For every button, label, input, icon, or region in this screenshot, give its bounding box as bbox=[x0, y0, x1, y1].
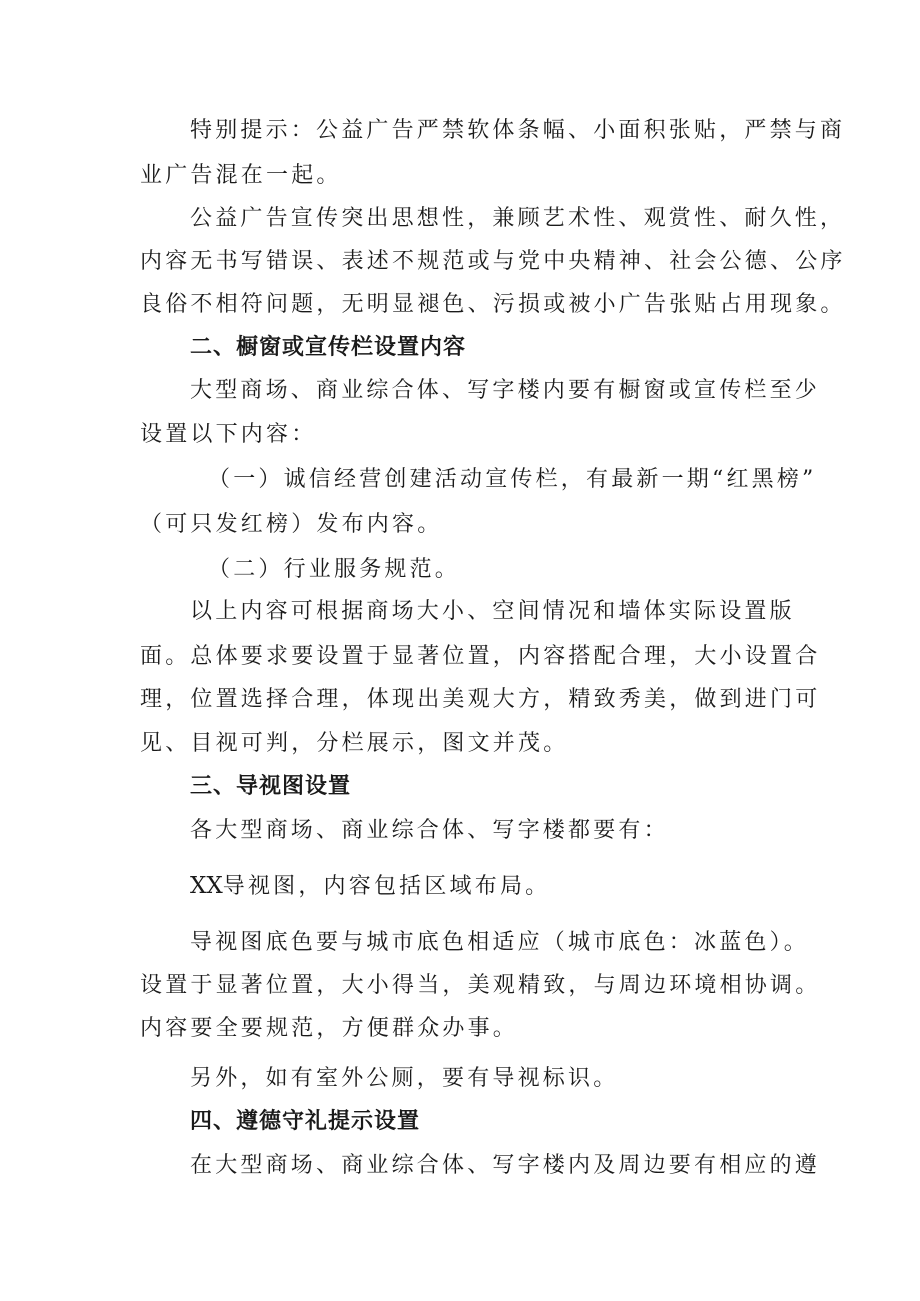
section-2-body-line-1: 以上内容可根据商场大小、空间情况和墙体实际设置版 bbox=[190, 599, 795, 624]
section-3-color-line-2: 设置于显著位置，大小得当，美观精致，与周边环境相协调。 bbox=[140, 973, 821, 998]
section-2-body-line-3: 理，位置选择合理，体现出美观大方，精致秀美，做到进门可 bbox=[140, 687, 821, 712]
section-2-body-line-2: 面。总体要求要设置于显著位置，内容搭配合理，大小设置合 bbox=[140, 644, 821, 669]
xx-placeholder: XX bbox=[190, 873, 223, 899]
xx-line-rest: 导视图，内容包括区域布局。 bbox=[222, 874, 551, 899]
section-2-item-1-line-1: （一）诚信经营创建活动宣传栏，有最新一期“红黑榜” bbox=[208, 467, 817, 492]
section-3-xx-line bbox=[190, 872, 550, 901]
section-2-intro-line-1: 大型商场、商业综合体、写字楼内要有橱窗或宣传栏至少 bbox=[190, 378, 821, 403]
section-2-item-2: （二）行业服务规范。 bbox=[208, 557, 461, 582]
promo-content-line-2: 内容无书写错误、表述不规范或与党中央精神、社会公德、公序 bbox=[140, 249, 846, 274]
section-3-heading: 三、导视图设置 bbox=[190, 774, 352, 799]
section-2-intro-line-2: 设置以下内容： bbox=[140, 422, 317, 447]
section-2-item-1-line-2: （可只发红榜）发布内容。 bbox=[140, 512, 443, 537]
special-note-line-1: 特别提示：公益广告严禁软体条幅、小面积张贴，严禁与商 bbox=[190, 118, 846, 143]
section-2-body-line-4: 见、目视可判，分栏展示，图文并茂。 bbox=[140, 731, 569, 756]
special-note-line-2: 业广告混在一起。 bbox=[140, 163, 342, 188]
section-4-intro-line-1: 在大型商场、商业综合体、写字楼内及周边要有相应的遵 bbox=[190, 1153, 821, 1178]
section-3-toilet: 另外，如有室外公厕，要有导视标识。 bbox=[190, 1066, 619, 1091]
section-2-heading: 二、橱窗或宣传栏设置内容 bbox=[190, 335, 467, 360]
section-3-color-line-1: 导视图底色要与城市底色相适应（城市底色：冰蓝色）。 bbox=[190, 930, 810, 955]
section-4-heading: 四、遵德守礼提示设置 bbox=[190, 1109, 421, 1134]
promo-content-line-3: 良俗不相符问题，无明显褪色、污损或被小广告张贴占用现象。 bbox=[140, 292, 846, 317]
promo-content-line-1: 公益广告宣传突出思想性，兼顾艺术性、观赏性、耐久性， bbox=[190, 206, 846, 231]
section-3-intro: 各大型商场、商业综合体、写字楼都要有： bbox=[190, 818, 669, 843]
section-3-color-line-3: 内容要全要规范，方便群众办事。 bbox=[140, 1016, 519, 1041]
